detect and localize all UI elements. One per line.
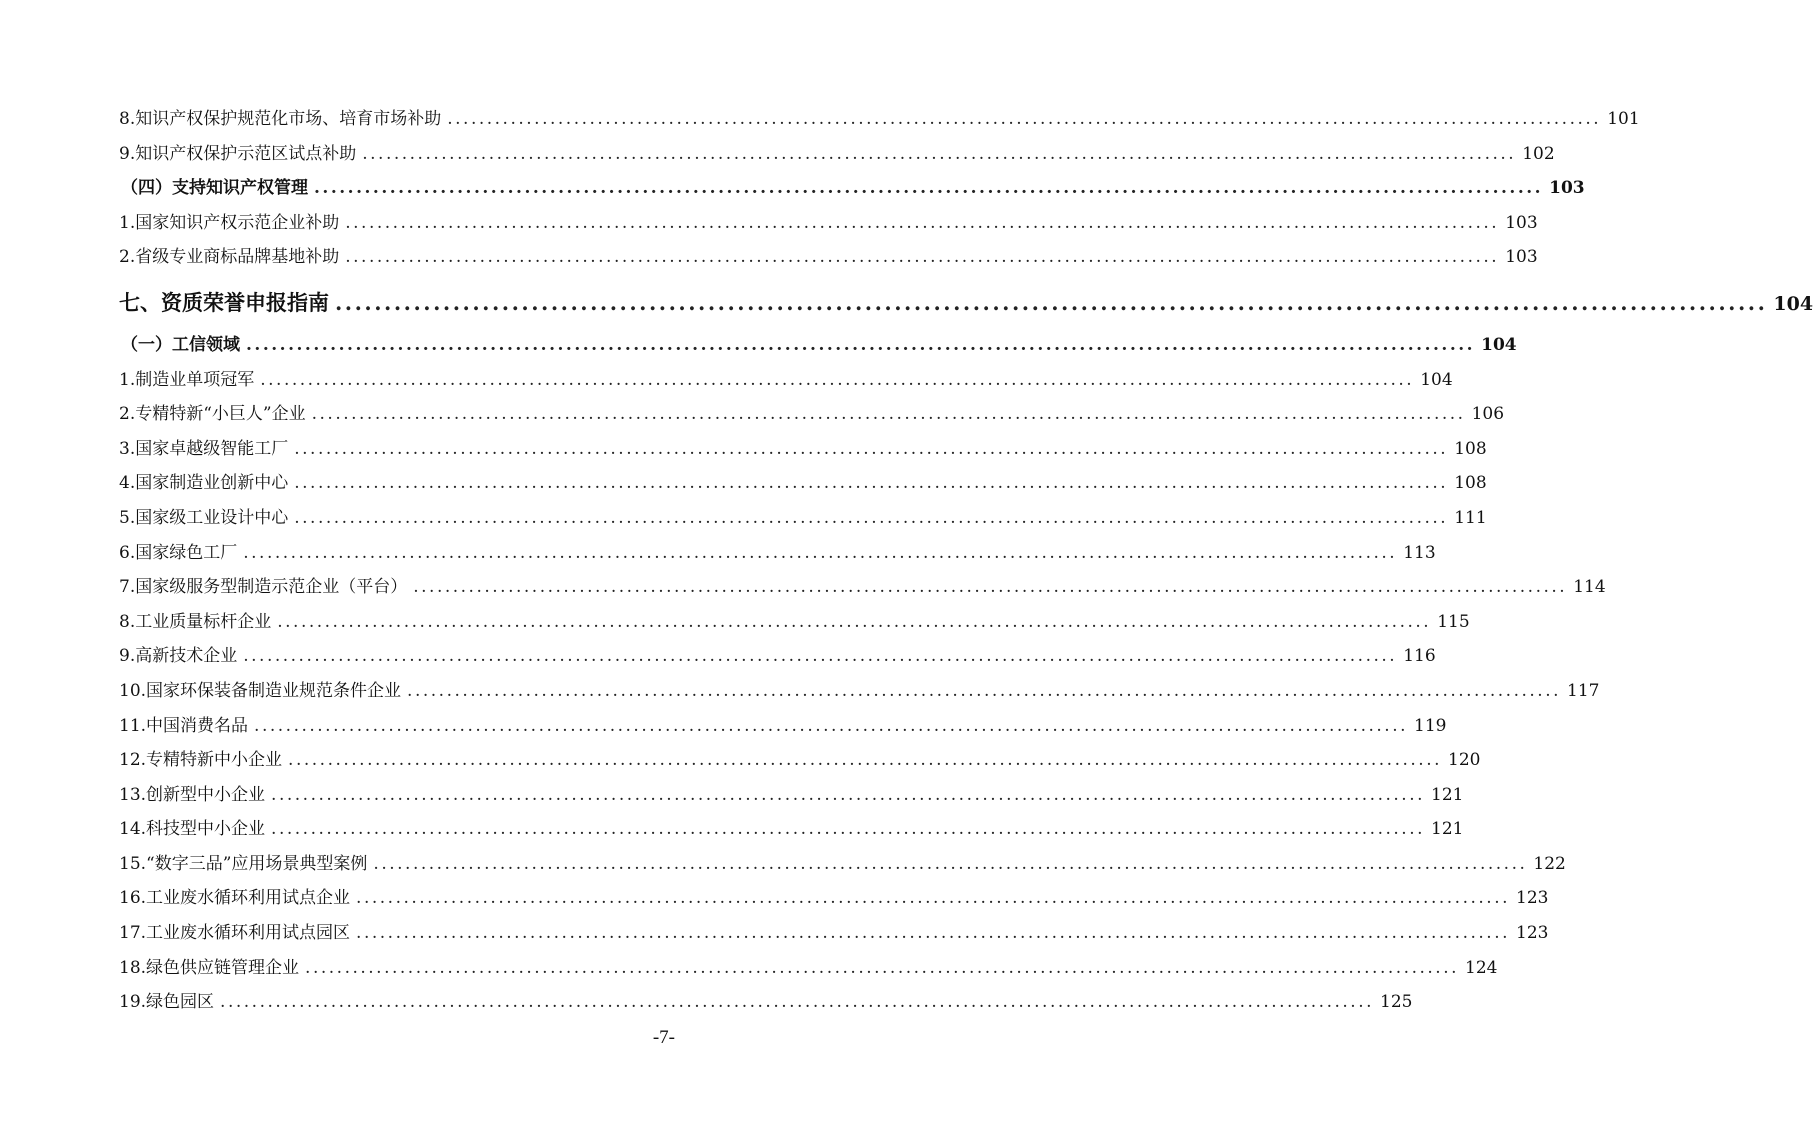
toc-page-number: 115 — [1437, 611, 1470, 632]
toc-entry — [119, 916, 1549, 951]
toc-entry — [119, 536, 1436, 571]
toc-page-number: 108 — [1454, 438, 1487, 459]
dot-leader: .................................................................................................................................................. — [345, 247, 1500, 268]
dot-leader: .................................................................................................................................................. — [335, 289, 1768, 315]
toc-entry — [119, 206, 1538, 241]
dot-leader: .................................................................................................................................................. — [220, 992, 1375, 1013]
toc-entry — [119, 778, 1464, 813]
toc-page-number: 104 — [1420, 369, 1453, 390]
toc-label: （四）支持知识产权管理 — [121, 178, 308, 199]
toc-page-number: 121 — [1431, 784, 1464, 805]
toc-page-number: 103 — [1505, 247, 1538, 268]
toc-entry — [119, 363, 1453, 398]
dot-leader: .................................................................................................................................................. — [447, 109, 1602, 129]
toc-label: 7.国家级服务型制造示范企业（平台） — [119, 577, 408, 598]
toc-label: 9.高新技术企业 — [119, 646, 238, 667]
dot-leader: .................................................................................................................................................. — [260, 369, 1415, 390]
toc-entry — [119, 570, 1606, 605]
toc-entry — [119, 605, 1470, 640]
toc-entry — [119, 397, 1505, 432]
toc-label: 3.国家卓越级智能工厂 — [119, 438, 289, 459]
toc-label: 14.科技型中小企业 — [119, 819, 266, 840]
toc-subsection — [119, 171, 1585, 206]
dot-leader: .................................................................................................................................................. — [277, 611, 1432, 632]
toc-label: 5.国家级工业设计中心 — [119, 507, 289, 528]
toc-page-number: 122 — [1533, 853, 1566, 874]
dot-leader: .................................................................................................................................................. — [345, 212, 1500, 233]
dot-leader: .................................................................................................................................................. — [314, 178, 1544, 199]
toc-page-number: 119 — [1414, 715, 1447, 736]
toc-page-number: 123 — [1516, 923, 1549, 944]
toc-label: 13.创新型中小企业 — [119, 784, 266, 805]
toc-label: 11.中国消费名品 — [119, 715, 249, 736]
toc-entry — [119, 432, 1487, 467]
toc-entry — [119, 951, 1498, 986]
toc-label: 8.知识产权保护规范化市场、培育市场补助 — [119, 109, 442, 129]
toc-entry — [119, 102, 1640, 137]
toc-entry — [119, 466, 1487, 501]
toc-label: 七、资质荣誉申报指南 — [119, 289, 329, 315]
toc-label: （一）工信领域 — [121, 334, 240, 355]
toc-page-number: 113 — [1403, 542, 1436, 563]
dot-leader: .................................................................................................................................................. — [362, 143, 1517, 164]
toc-page-number: 117 — [1567, 680, 1600, 701]
toc-page-number: 103 — [1549, 178, 1585, 199]
toc-label: 6.国家绿色工厂 — [119, 542, 238, 563]
toc-entry — [119, 501, 1487, 536]
toc-label: 9.知识产权保护示范区试点补助 — [119, 143, 357, 164]
dot-leader: .................................................................................................................................................. — [294, 438, 1449, 459]
toc-label: 8.工业质量标杆企业 — [119, 611, 272, 632]
toc-label: 17.工业废水循环利用试点园区 — [119, 923, 351, 944]
dot-leader: .................................................................................................................................................. — [243, 646, 1398, 667]
toc-page-number: 106 — [1471, 404, 1505, 425]
toc-chapter — [119, 278, 1813, 328]
toc-entry — [119, 240, 1538, 275]
toc-page-number: 103 — [1505, 212, 1538, 233]
toc-page-number: 111 — [1454, 507, 1487, 528]
toc-entry — [119, 137, 1555, 172]
toc-subsection — [119, 328, 1517, 363]
toc-label: 12.专精特新中小企业 — [119, 750, 283, 771]
dot-leader: .................................................................................................................................................. — [294, 507, 1449, 528]
dot-leader: .................................................................................................................................................. — [254, 715, 1409, 736]
dot-leader: .................................................................................................................................................. — [294, 473, 1449, 494]
toc-label: 4.国家制造业创新中心 — [119, 473, 289, 494]
dot-leader: .................................................................................................................................................. — [271, 784, 1426, 805]
toc-entry — [119, 847, 1566, 882]
table-of-contents — [119, 102, 1813, 1020]
toc-entry — [119, 985, 1413, 1020]
toc-page-number: 121 — [1431, 819, 1464, 840]
dot-leader: .................................................................................................................................................. — [356, 888, 1511, 909]
toc-label: 15.“数字三品”应用场景典型案例 — [119, 853, 368, 874]
toc-page-number: 125 — [1380, 992, 1413, 1013]
toc-page-number: 116 — [1403, 646, 1436, 667]
dot-leader: .................................................................................................................................................. — [288, 750, 1443, 771]
toc-label: 18.绿色供应链管理企业 — [119, 957, 300, 978]
dot-leader: .................................................................................................................................................. — [271, 819, 1426, 840]
toc-label: 1.国家知识产权示范企业补助 — [119, 212, 340, 233]
toc-page-number: 104 — [1773, 292, 1813, 315]
toc-page-number: 102 — [1522, 143, 1555, 164]
dot-leader: .................................................................................................................................................. — [243, 542, 1398, 563]
toc-label: 19.绿色园区 — [119, 992, 215, 1013]
toc-page-number: 104 — [1481, 334, 1517, 355]
toc-entry — [119, 743, 1481, 778]
dot-leader: .................................................................................................................................................. — [407, 680, 1562, 701]
toc-page-number: 123 — [1516, 888, 1549, 909]
dot-leader: .................................................................................................................................................. — [356, 923, 1511, 944]
toc-page-number: 120 — [1448, 750, 1481, 771]
toc-page-number: 101 — [1607, 109, 1640, 129]
dot-leader: .................................................................................................................................................. — [305, 957, 1460, 978]
toc-entry — [119, 881, 1549, 916]
page-number: -7- — [652, 1027, 675, 1048]
dot-leader: .................................................................................................................................................. — [311, 404, 1466, 425]
dot-leader: .................................................................................................................................................. — [373, 853, 1528, 874]
toc-entry — [119, 709, 1447, 744]
toc-label: 1.制造业单项冠军 — [119, 369, 255, 390]
toc-page-number: 124 — [1465, 957, 1498, 978]
toc-entry — [119, 639, 1436, 674]
toc-label: 2.专精特新“小巨人”企业 — [119, 404, 306, 425]
dot-leader: .................................................................................................................................................. — [246, 334, 1476, 355]
toc-label: 2.省级专业商标品牌基地补助 — [119, 247, 340, 268]
toc-page-number: 108 — [1454, 473, 1487, 494]
toc-label: 16.工业废水循环利用试点企业 — [119, 888, 351, 909]
toc-entry — [119, 812, 1464, 847]
dot-leader: .................................................................................................................................................. — [413, 577, 1568, 598]
toc-page-number: 114 — [1573, 577, 1606, 598]
toc-label: 10.国家环保装备制造业规范条件企业 — [119, 680, 402, 701]
toc-entry — [119, 674, 1600, 709]
